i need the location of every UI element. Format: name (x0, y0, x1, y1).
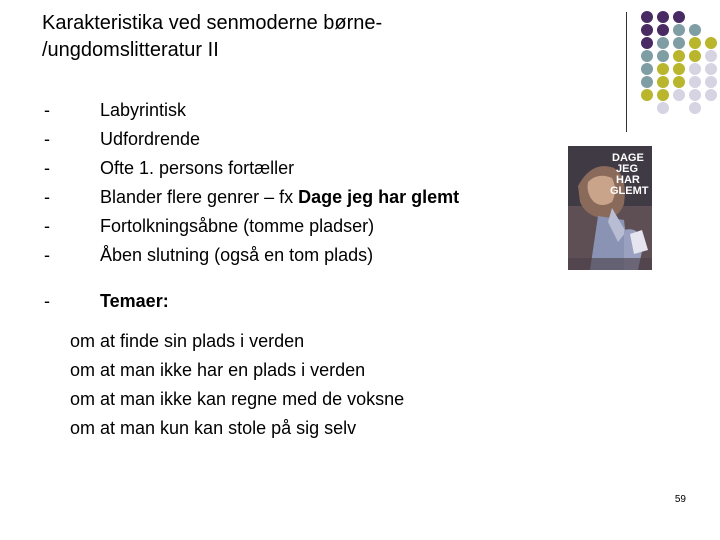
dot (689, 89, 701, 101)
page-number: 59 (674, 494, 686, 505)
dot (641, 89, 653, 101)
bullet-item (40, 126, 520, 155)
bullet-text: Åben slutning (også en tom plads) (100, 245, 374, 265)
bullet-marker: - (44, 129, 50, 149)
dot (673, 11, 685, 23)
slide-title (42, 10, 582, 64)
book-cover-title-line: JEG (616, 163, 639, 175)
dot (657, 76, 669, 88)
bullet-text: Ofte 1. persons fortæller (100, 158, 295, 178)
dot (657, 37, 669, 49)
dot (689, 76, 701, 88)
bullet-marker: - (44, 158, 50, 178)
bullet-marker: - (44, 245, 50, 265)
bullet-item (40, 184, 520, 213)
dot (673, 24, 685, 36)
book-cover-image (568, 146, 652, 270)
dot (689, 102, 701, 114)
dot (673, 37, 685, 49)
themes-heading: Temaer: (100, 291, 169, 311)
dot (641, 50, 653, 62)
decorative-dot-grid (640, 10, 720, 120)
bullet-item (40, 155, 520, 184)
dot (657, 63, 669, 75)
bullet-text (100, 184, 459, 210)
themes-list (70, 328, 530, 444)
dot (641, 11, 653, 23)
bullet-text: Fortolkningsåbne (tomme pladser) (100, 216, 375, 236)
dot (641, 76, 653, 88)
bullet-item (40, 213, 520, 242)
book-cover-title-line: GLEMT (610, 185, 649, 197)
dot (657, 89, 669, 101)
bullet-text: Labyrintisk (100, 100, 187, 120)
slide-title-line-1: Karakteristika ved senmoderne børne- (42, 12, 383, 34)
theme-line: om at man ikke har en plads i verden (70, 360, 366, 380)
dot (641, 24, 653, 36)
slide-title-line-2: /ungdomslitteratur II (42, 39, 219, 61)
divider-line (626, 12, 627, 132)
bullet-text: Udfordrende (100, 129, 201, 149)
bullet-item (40, 242, 520, 271)
dot (689, 50, 701, 62)
dot (673, 63, 685, 75)
bullet-marker: - (44, 100, 50, 120)
book-title-bold: Dage jeg har glemt (298, 187, 460, 207)
bullet-item (40, 97, 520, 126)
dot (689, 24, 701, 36)
book-cover-art (568, 146, 652, 270)
dot (657, 11, 669, 23)
dot (689, 63, 701, 75)
dot (673, 50, 685, 62)
dot (705, 37, 717, 49)
dot (641, 37, 653, 49)
bullet-marker: - (44, 291, 50, 311)
dot (705, 63, 717, 75)
dot (705, 50, 717, 62)
bullet-text-plain: Blander flere genrer – fx (100, 187, 299, 207)
bullet-list (40, 97, 520, 317)
book-cover-title-line: HAR (616, 174, 640, 186)
dot (657, 24, 669, 36)
dot (705, 76, 717, 88)
dot (657, 102, 669, 114)
dot (641, 63, 653, 75)
theme-line: om at finde sin plads i verden (70, 331, 305, 351)
bullet-marker: - (44, 216, 50, 236)
dot (705, 89, 717, 101)
dot (673, 89, 685, 101)
book-cover-title-line: DAGE (612, 152, 644, 164)
theme-line: om at man ikke kan regne med de voksne (70, 389, 405, 409)
bullet-marker: - (44, 187, 50, 207)
dot (657, 50, 669, 62)
themes-heading-item (40, 288, 520, 317)
theme-line: om at man kun kan stole på sig selv (70, 418, 357, 438)
dot (673, 76, 685, 88)
dot (689, 37, 701, 49)
